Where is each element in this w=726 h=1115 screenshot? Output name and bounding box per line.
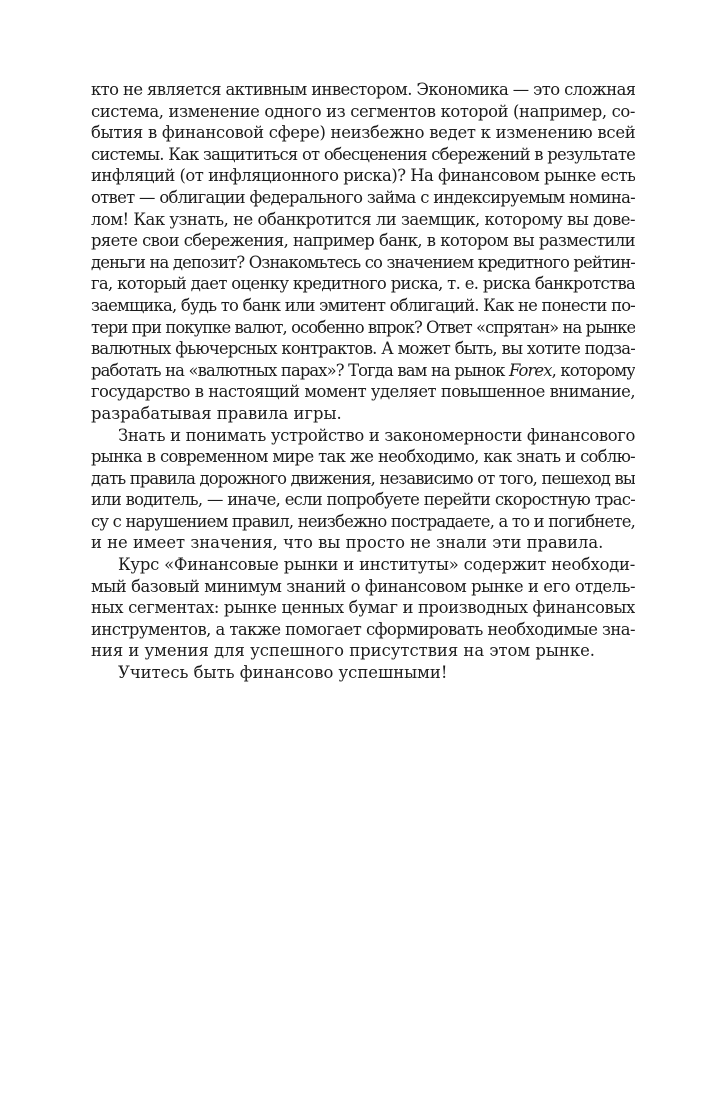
text-line: га, который дает оценку кредитного риска, т. е. риска банкротства bbox=[91, 274, 635, 294]
page-body bbox=[91, 79, 635, 684]
text-segment: , которому bbox=[551, 360, 635, 380]
text-line: государство в настоящий момент уделяет повышенное внимание, bbox=[91, 382, 635, 402]
paragraph-2 bbox=[91, 425, 635, 555]
text-line: су с нарушением правил, неизбежно пострадаете, а то и погибнете, bbox=[91, 511, 635, 531]
text-line: бытия в финансовой сфере) неизбежно ведет к изменению всей bbox=[91, 123, 635, 143]
text-line: ных сегментах: рынке ценных бумаг и производных финансовых bbox=[91, 598, 635, 618]
text-line: системы. Как защититься от обесценения сбережений в результате bbox=[91, 144, 635, 164]
forex-term: Forex bbox=[508, 360, 552, 380]
text-line: валютных фьючерсных контрактов. А может быть, вы хотите подза- bbox=[91, 339, 635, 359]
text-line: кто не является активным инвестором. Экономика — это сложная bbox=[91, 80, 635, 99]
text-line: инфляций (от инфляционного риска)? На финансовом рынке есть bbox=[91, 166, 635, 186]
text-line: рынка в современном мире так же необходимо, как знать и соблю- bbox=[91, 447, 635, 467]
text-line: Учитесь быть финансово успешными! bbox=[118, 663, 448, 683]
text-line: Курс «Финансовые рынки и институты» содержит необходи- bbox=[118, 555, 635, 575]
text-line: мый базовый минимум знаний о финансовом рынке и его отдель- bbox=[91, 576, 635, 596]
text-line: лом! Как узнать, не обанкротится ли заемщик, которому вы дове- bbox=[91, 209, 635, 229]
text-line: и не имеет значения, что вы просто не знали эти правила. bbox=[91, 533, 604, 553]
text-line: заемщика, будь то банк или эмитент облигаций. Как не понести по- bbox=[91, 295, 635, 315]
text-segment: работать на «валютных парах»? Тогда вам на рынок bbox=[91, 360, 509, 380]
text-line: Знать и понимать устройство и закономерности финансового bbox=[118, 425, 635, 445]
text-line: разрабатывая правила игры. bbox=[91, 403, 342, 423]
paragraph-3 bbox=[91, 554, 635, 662]
text-line: ответ — облигации федерального займа с индексируемым номина- bbox=[91, 187, 635, 207]
text-line: деньги на депозит? Ознакомьтесь со значением кредитного рейтин- bbox=[91, 252, 635, 272]
text-line: ния и умения для успешного присутствия на этом рынке. bbox=[91, 641, 596, 661]
paragraph-1 bbox=[91, 79, 635, 425]
text-line: дать правила дорожного движения, независимо от того, пешеход вы bbox=[91, 468, 635, 488]
text-line: ряете свои сбережения, например банк, в котором вы разместили bbox=[91, 231, 635, 251]
text-line-forex bbox=[91, 360, 635, 382]
text-line: система, изменение одного из сегментов которой (например, со- bbox=[91, 101, 635, 121]
text-line: или водитель, — иначе, если попробуете перейти скоростную трас- bbox=[91, 490, 635, 510]
text-line: тери при покупке валют, особенно впрок? Ответ «спрятан» на рынке bbox=[91, 317, 635, 337]
text-line: инструментов, а также помогает сформировать необходимые зна- bbox=[91, 619, 635, 639]
paragraph-4 bbox=[91, 662, 635, 684]
